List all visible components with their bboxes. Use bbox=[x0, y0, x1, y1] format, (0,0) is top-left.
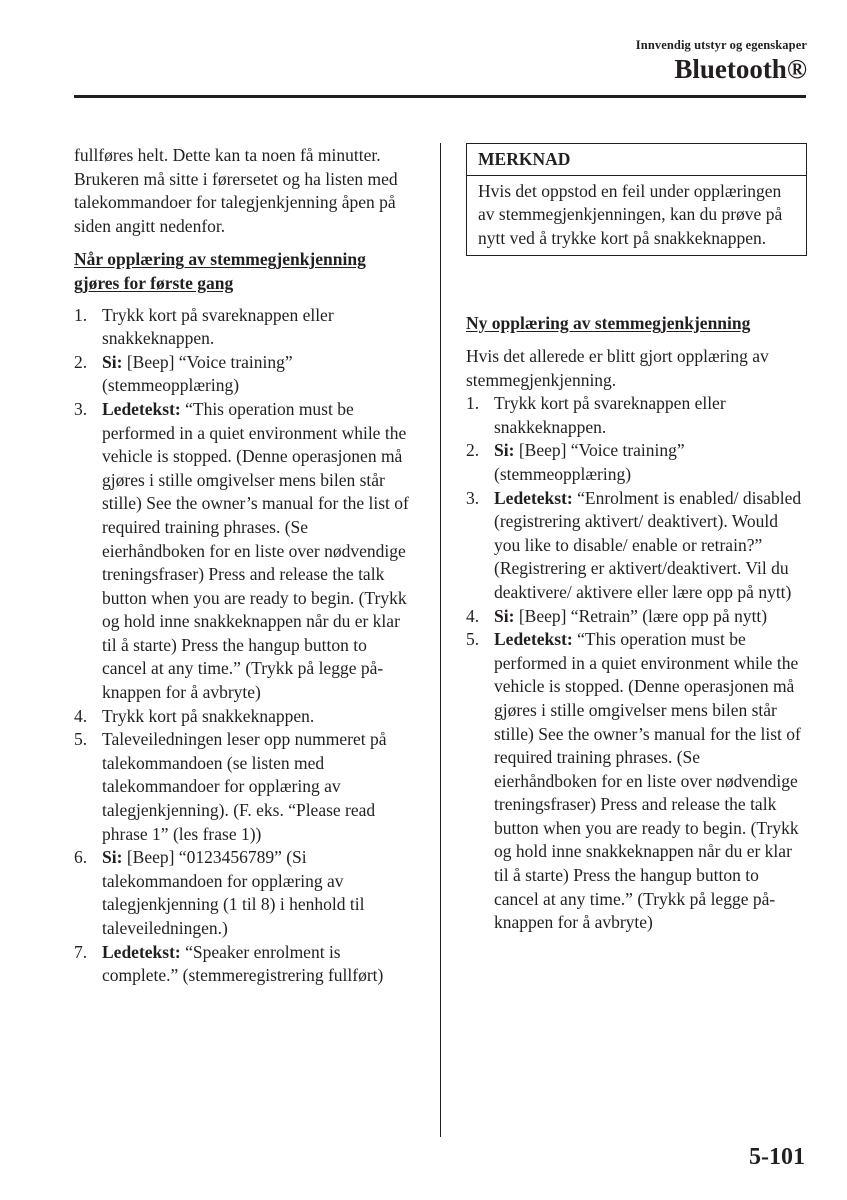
step-text bbox=[494, 628, 807, 935]
step-content: [Beep] “0123456789” (Si talekommandoen for opplæring av talegjenkjenning (1 til 8) i henhold til taleveiledningen.) bbox=[102, 847, 365, 938]
list-item bbox=[466, 487, 807, 605]
list-item bbox=[74, 728, 414, 846]
step-number: 1. bbox=[74, 304, 88, 325]
step-list bbox=[74, 304, 414, 988]
step-number: 5. bbox=[466, 629, 480, 650]
step-content: Taleveiledningen leser opp nummeret på talekommandoen (se listen med talekommandoer for opplæring av talegjenkjenning). (F. eks. “Please read phrase 1” (les frase 1)) bbox=[102, 729, 387, 844]
step-text bbox=[102, 398, 414, 705]
step-text bbox=[102, 351, 414, 398]
step-text bbox=[494, 439, 807, 486]
step-content: Trykk kort på svareknappen eller snakkeknappen. bbox=[102, 304, 334, 349]
page-title: Bluetooth® bbox=[674, 54, 807, 84]
step-number: 5. bbox=[74, 729, 88, 750]
step-content: “This operation must be performed in a quiet environment while the vehicle is stopped. (Denne operasjonen må gjøres i stille omgivelser mens bilen står stille) See the owner’s manual for the list of required training phrases. (Se eierhåndboken for en liste over nødvendige treningsfraser) Press and release the talk button when you are ready to begin. (Trykk og hold inne snakkeknappen når du er klar til å starte) Press the hangup button to cancel at any time.” (Trykk på legge på-knappen for å avbryte) bbox=[102, 398, 409, 703]
list-item bbox=[466, 605, 807, 629]
step-number: 6. bbox=[74, 847, 88, 868]
right-column bbox=[466, 345, 807, 935]
section-heading: Ny opplæring av stemmegjenkjenning bbox=[466, 313, 751, 333]
step-keyword: Ledetekst: bbox=[102, 941, 181, 962]
step-number: 2. bbox=[466, 440, 480, 461]
list-item bbox=[74, 398, 414, 705]
list-item bbox=[74, 351, 414, 398]
step-text bbox=[102, 705, 414, 729]
step-keyword: Si: bbox=[494, 440, 515, 461]
step-number: 4. bbox=[466, 605, 480, 626]
list-item bbox=[74, 705, 414, 729]
note-text: Hvis det oppstod en feil under opplæringen av stemmegjenkjenningen, kan du prøve på nytt ved å trykke kort på snakkeknappen. bbox=[478, 180, 783, 248]
step-text bbox=[102, 846, 414, 940]
step-keyword: Si: bbox=[494, 605, 515, 626]
step-content: “This operation must be performed in a quiet environment while the vehicle is stopped. (Denne operasjonen må gjøres i stille omgivelser mens bilen står stille) See the owner’s manual for the list of required training phrases. (Se eierhåndboken for en liste over nødvendige treningsfraser) Press and release the talk button when you are ready to begin. (Trykk og hold inne snakkeknappen når du er klar til å starte) Press the hangup button to cancel at any time.” (Trykk på legge på-knappen for å avbryte) bbox=[494, 629, 801, 933]
step-list bbox=[466, 392, 807, 935]
step-content: [Beep] “Voice training” (stemmeopplæring) bbox=[102, 351, 293, 396]
section-title: Innvendig utstyr og egenskaper bbox=[635, 38, 807, 52]
list-item bbox=[466, 439, 807, 486]
list-item bbox=[74, 304, 414, 351]
step-content: “Speaker enrolment is complete.” (stemmeregistrering fullført) bbox=[102, 941, 384, 986]
step-keyword: Ledetekst: bbox=[494, 629, 573, 650]
step-number: 3. bbox=[74, 398, 88, 419]
page-number: 5-101 bbox=[749, 1144, 805, 1170]
step-keyword: Si: bbox=[102, 351, 123, 372]
step-text bbox=[102, 941, 414, 988]
list-item bbox=[74, 941, 414, 988]
step-number: 4. bbox=[74, 705, 88, 726]
column-divider bbox=[440, 143, 441, 1137]
note-title: MERKNAD bbox=[467, 144, 806, 176]
step-number: 2. bbox=[74, 351, 88, 372]
list-item bbox=[466, 628, 807, 935]
note-box bbox=[466, 143, 807, 256]
step-text bbox=[494, 392, 807, 439]
step-content: Trykk kort på svareknappen eller snakkeknappen. bbox=[494, 393, 726, 437]
step-text bbox=[102, 304, 414, 351]
step-number: 1. bbox=[466, 393, 480, 414]
header-rule bbox=[74, 95, 806, 98]
step-content: [Beep] “Voice training” (stemmeopplæring) bbox=[494, 440, 685, 484]
step-keyword: Si: bbox=[102, 847, 123, 868]
list-item bbox=[74, 846, 414, 940]
left-column bbox=[74, 144, 414, 988]
step-content: Trykk kort på snakkeknappen. bbox=[102, 705, 315, 726]
intro-paragraph: Hvis det allerede er blitt gjort opplæring av stemmegjenkjenning. bbox=[466, 346, 769, 390]
step-content: “Enrolment is enabled/ disabled (registrering aktivert/ deaktivert). Would you like to disable/ enable or retrain?” (Registrering er aktivert/deaktivert. Vil du deaktivere/ aktivere eller lære opp på nytt) bbox=[494, 487, 802, 602]
step-text bbox=[494, 487, 807, 605]
step-number: 3. bbox=[466, 487, 480, 508]
step-content: [Beep] “Retrain” (lære opp på nytt) bbox=[514, 605, 768, 626]
intro-paragraph: fullføres helt. Dette kan ta noen få minutter. Brukeren må sitte i førersetet og ha listen med talekommandoer for talegjenkjenning åpen på siden angitt nedenfor. bbox=[74, 145, 398, 236]
step-text bbox=[494, 605, 807, 629]
step-keyword: Ledetekst: bbox=[494, 487, 573, 508]
step-number: 7. bbox=[74, 941, 88, 962]
list-item bbox=[466, 392, 807, 439]
section-heading: Når opplæring av stemmegjenkjenning gjøres for første gang bbox=[74, 249, 366, 293]
step-text bbox=[102, 728, 414, 846]
step-keyword: Ledetekst: bbox=[102, 398, 181, 419]
